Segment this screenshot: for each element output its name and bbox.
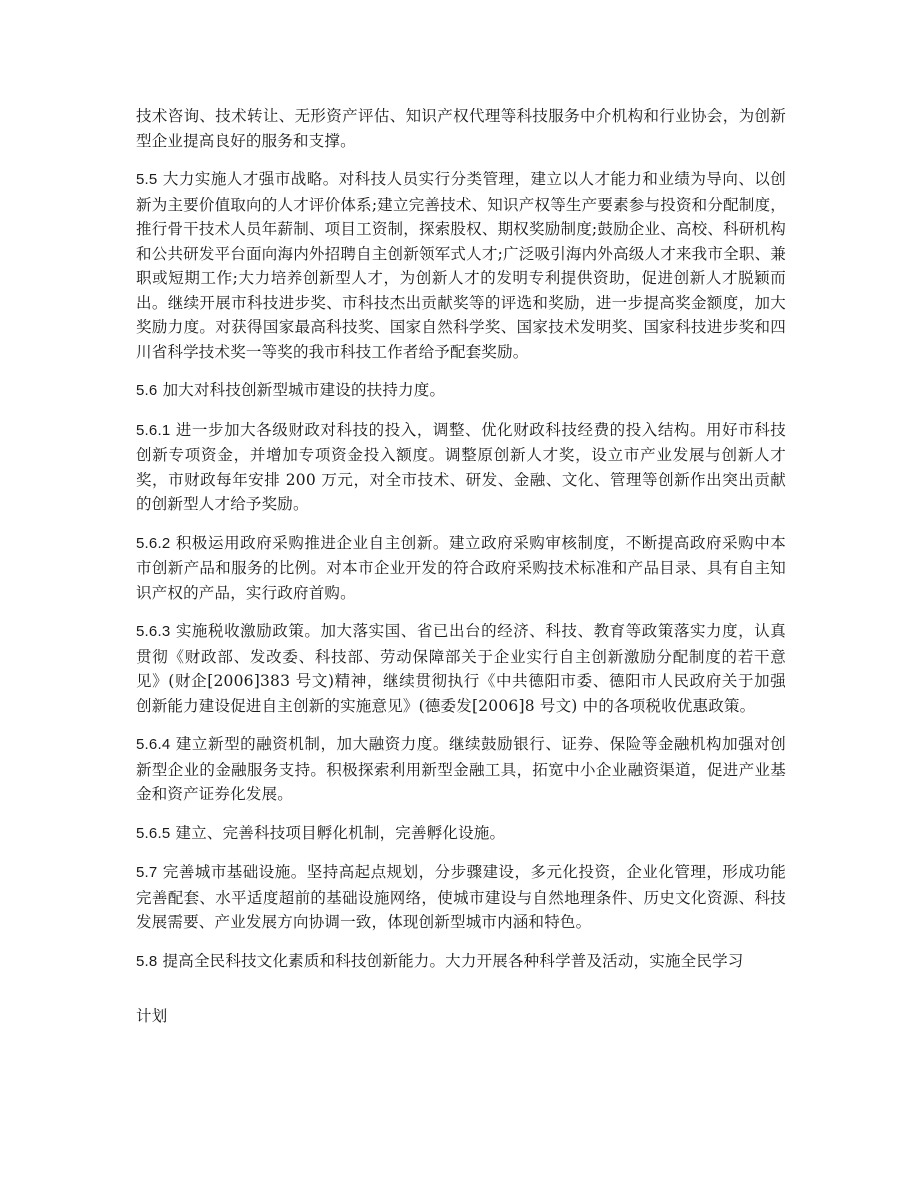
section-number: 5.8 (136, 952, 158, 970)
section-number: 5.6.2 (136, 534, 171, 552)
paragraph-5-6-2 (136, 531, 786, 606)
paragraph-5-6-1 (136, 418, 786, 517)
paragraph-text: 提高全民科技文化素质和科技创新能力。大力开展各种科学普及活动，实施全民学习 (157, 951, 744, 970)
paragraph-text: 大力实施人才强市战略。对科技人员实行分类管理，建立以人才能力和业绩为导向、以创新为主要价值取向的人才评价体系;建立完善技术、知识产权等生产要素参与投资和分配制度，推行骨干技术人员年薪制、项目工资制，探索股权、期权奖励制度;鼓励企业、高校、科研机构和公共研发平台面向海内外招聘自主创新领军式人才;广泛吸引海内外高级人才来我市全职、兼职或短期工作;大力培养创新型人才，为创新人才的发明专利提供资助，促进创新人才脱颖而出。继续开展市科技进步奖、市科技杰出贡献奖等的评选和奖励，进一步提高奖金额度，加大奖励力度。对获得国家最高科技奖、国家自然科学奖、国家技术发明奖、国家科技进步奖和四川省科学技术奖一等奖的我市科技工作者给予配套奖励。 (136, 170, 786, 361)
section-number: 5.7 (136, 864, 158, 881)
paragraph-5-6-4 (136, 732, 786, 807)
paragraph-5-8 (136, 949, 786, 975)
section-number: 5.6.3 (136, 623, 171, 640)
paragraph-tail (136, 1004, 786, 1029)
paragraph-5-6-5 (136, 821, 786, 847)
paragraph-intro (136, 104, 786, 153)
section-number: 5.6.4 (136, 736, 171, 753)
paragraph-5-5 (136, 167, 786, 364)
section-number: 5.6.5 (136, 824, 171, 842)
section-number: 5.6 (136, 382, 158, 399)
paragraph-text: 技术咨询、技术转让、无形资产评估、知识产权代理等科技服务中介机构和行业协会，为创新型企业提高良好的服务和支撑。 (136, 107, 786, 150)
paragraph-text: 计划 (136, 1007, 168, 1025)
paragraph-text: 加大对科技创新型城市建设的扶持力度。 (157, 381, 446, 399)
paragraph-text: 完善城市基础设施。坚持高起点规划，分步骤建设，多元化投资，企业化管理，形成功能完善配套、水平适度超前的基础设施网络，使城市建设与自然地理条件、历史文化资源、科技发展需要、产业发展方向协调一致，体现创新型城市内涵和特色。 (136, 863, 786, 931)
paragraph-text: 建立新型的融资机制，加大融资力度。继续鼓励银行、证券、保险等金融机构加强对创新型企业的金融服务支持。积极探索利用新型金融工具，拓宽中小企业融资渠道，促进产业基金和资产证券化发展。 (136, 735, 786, 803)
section-number: 5.5 (136, 171, 158, 188)
section-number: 5.6.1 (136, 421, 171, 439)
paragraph-5-6-3 (136, 619, 786, 718)
paragraph-text: 建立、完善科技项目孵化机制，完善孵化设施。 (170, 823, 506, 842)
paragraph-5-7 (136, 860, 786, 935)
paragraph-text: 实施税收激励政策。加大落实国、省已出台的经济、科技、教育等政策落实力度，认真贯彻《财政部、发改委、科技部、劳动保障部关于企业实行自主创新激励分配制度的若干意见》(财企[2006]383 号文)精神，继续贯彻执行《中共德阳市委、德阳市人民政府关于加强创新能力建设促进自主创新的实施意见》(德委发[2006]8 号文) 中的各项税收优惠政策。 (136, 622, 786, 715)
paragraph-text: 进一步加大各级财政对科技的投入，调整、优化财政科技经费的投入结构。用好市科技创新专项资金，并增加专项资金投入额度。调整原创新人才奖，设立市产业发展与创新人才奖，市财政每年安排 200 万元，对全市技术、研发、金融、文化、管理等创新作出突出贡献的创新型人才给予奖励。 (136, 420, 786, 513)
paragraph-text: 积极运用政府采购推进企业自主创新。建立政府采购审核制度，不断提高政府采购中本市创新产品和服务的比例。对本市企业开发的符合政府采购技术标准和产品目录、具有自主知识产权的产品，实行政府首购。 (136, 533, 786, 602)
document-page (136, 104, 786, 1043)
paragraph-5-6 (136, 378, 786, 404)
